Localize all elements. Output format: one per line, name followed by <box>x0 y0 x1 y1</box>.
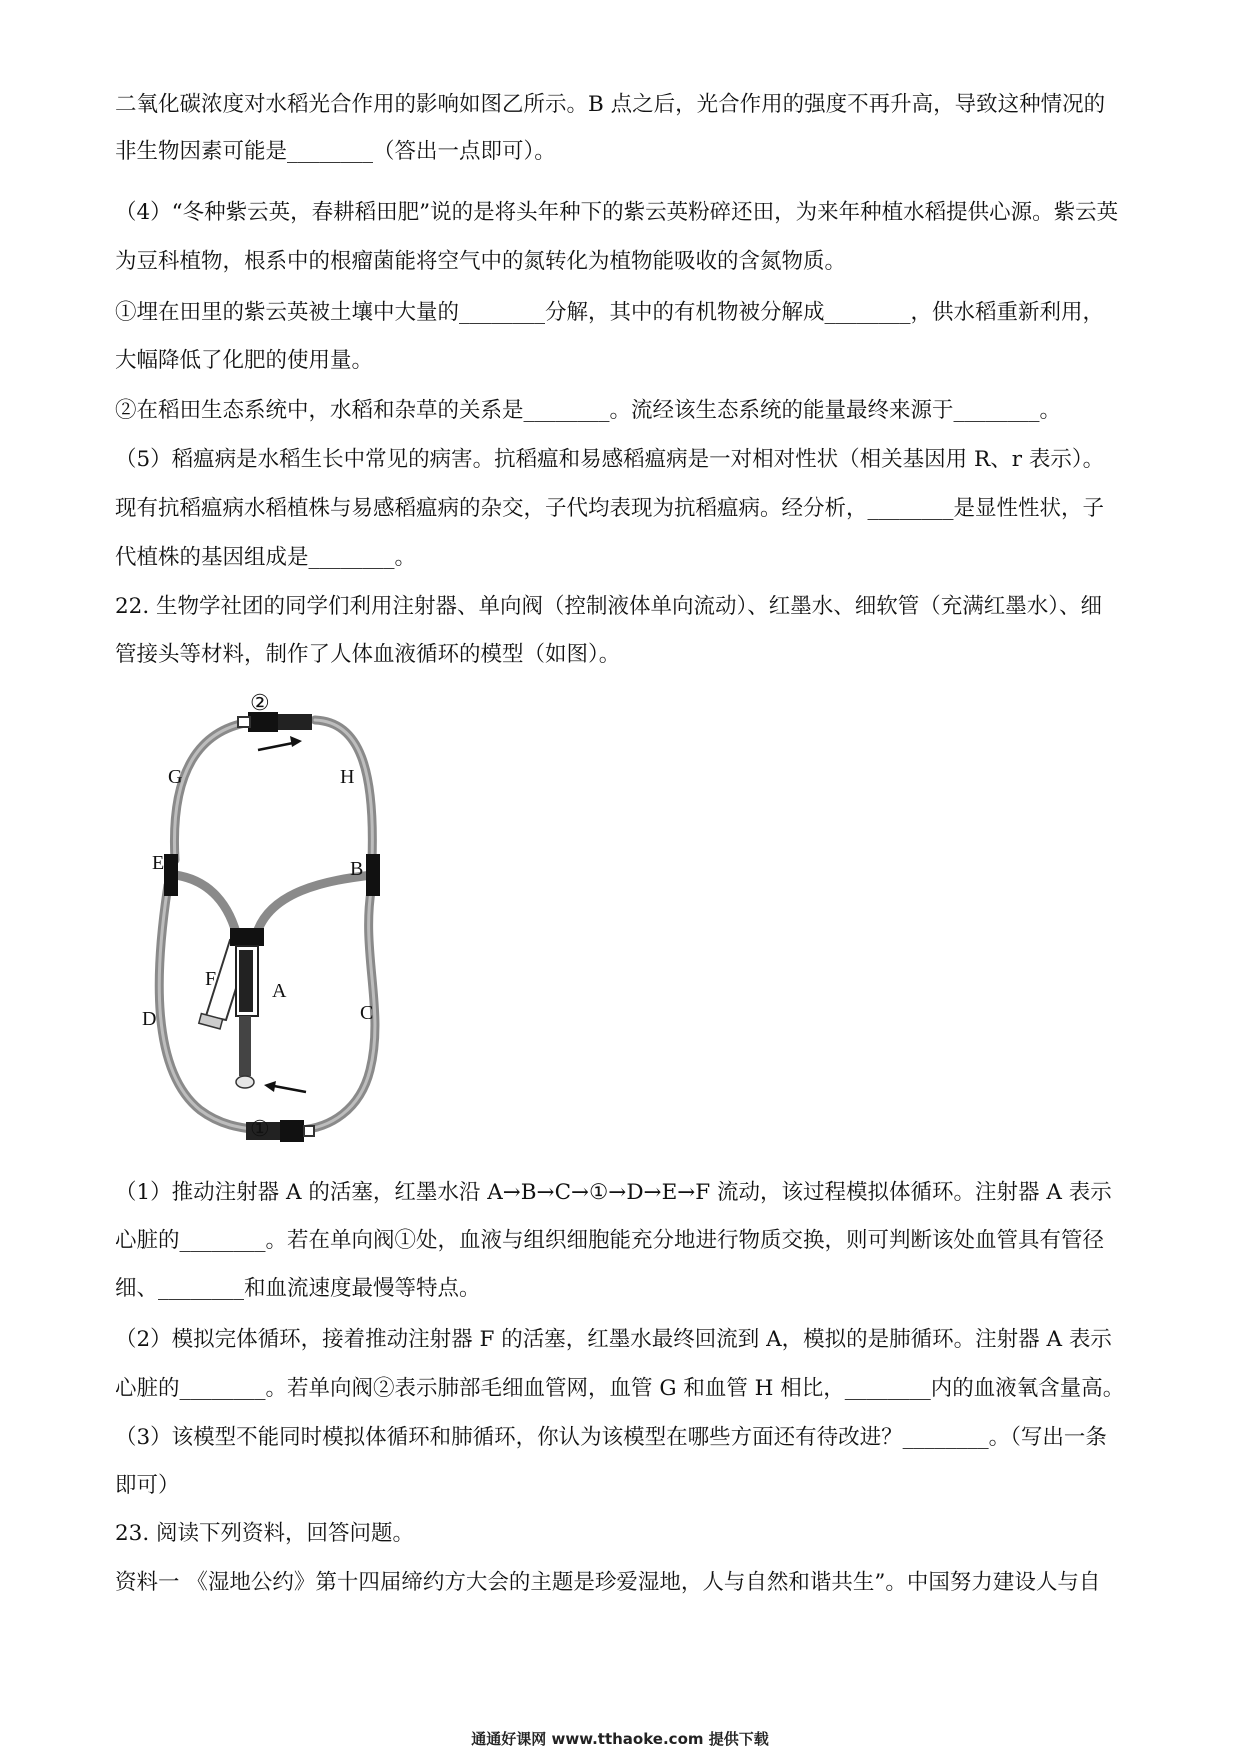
syringe-a <box>230 928 264 1088</box>
page-footer: 通通好课网 www.tthaoke.com 提供下载 <box>471 1730 769 1748</box>
label-c: C <box>360 1002 374 1024</box>
text-line: 非生物因素可能是________（答出一点即可）。 <box>115 139 556 164</box>
label-a: A <box>272 980 287 1002</box>
text-line: 23. 阅读下列资料，回答问题。 <box>115 1521 415 1546</box>
text-line: 22. 生物学社团的同学们利用注射器、单向阀（控制液体单向流动）、红墨水、细软管（充满红墨水）、细 <box>115 594 1103 619</box>
tube-h <box>315 720 372 860</box>
circulation-model-figure <box>140 690 410 1150</box>
text-line: ②在稻田生态系统中，水稻和杂草的关系是________。流经该生态系统的能量最终来源于________。 <box>115 398 1062 423</box>
text-line: 资料一 《湿地公约》第十四届缔约方大会的主题是珍爱湿地，人与自然和谐共生”。中国努力建设人与自 <box>115 1570 1101 1595</box>
joint-b <box>366 854 380 896</box>
flow-arrow-top <box>258 736 302 750</box>
label-valve-2: ② <box>250 690 270 715</box>
text-line: 心脏的________。若在单向阀①处，血液与组织细胞能充分地进行物质交换，则可判断该处血管具有管径 <box>115 1228 1105 1253</box>
tube-inner-left <box>175 875 238 940</box>
label-valve-1: ① <box>250 1116 270 1141</box>
text-line: （5）稻瘟病是水稻生长中常见的病害。抗稻瘟和易感稻瘟病是一对相对性状（相关基因用 R、r 表示）。 <box>115 447 1105 472</box>
text-line: ①埋在田里的紫云英被土壤中大量的________分解，其中的有机物被分解成________，供水稻重新利用， <box>115 300 1105 325</box>
text-line: 即可） <box>115 1473 180 1498</box>
flow-arrow-bottom <box>264 1081 306 1092</box>
label-h: H <box>340 766 355 788</box>
text-line: 心脏的________。若单向阀②表示肺部毛细血管网，血管 G 和血管 H 相比，________内的血液氧含量高。 <box>115 1376 1125 1401</box>
label-b: B <box>350 858 364 880</box>
tube-inner-right <box>255 875 372 940</box>
text-line: 二氧化碳浓度对水稻光合作用的影响如图乙所示。B 点之后，光合作用的强度不再升高，导致这种情况的 <box>115 92 1106 117</box>
label-f: F <box>205 968 217 990</box>
text-line: 为豆科植物，根系中的根瘤菌能将空气中的氮转化为植物能吸收的含氮物质。 <box>115 249 847 274</box>
text-line: （3）该模型不能同时模拟体循环和肺循环，你认为该模型在哪些方面还有待改进？________。（写出一条 <box>115 1425 1107 1450</box>
text-line: 大幅降低了化肥的使用量。 <box>115 348 374 373</box>
label-d: D <box>142 1008 157 1030</box>
label-e: E <box>152 852 165 874</box>
text-line: （2）模拟完体循环，接着推动注射器 F 的活塞，红墨水最终回流到 A，模拟的是肺循环。注射器 A 表示 <box>115 1327 1112 1352</box>
text-line: （4）“冬种紫云英，春耕稻田肥”说的是将头年种下的紫云英粉碎还田，为来年种植水稻提供心源。紫云英 <box>115 200 1119 225</box>
text-line: 代植株的基因组成是________。 <box>115 545 417 570</box>
text-line: 管接头等材料，制作了人体血液循环的模型（如图）。 <box>115 642 621 667</box>
joint-e <box>164 854 178 896</box>
label-g: G <box>168 766 183 788</box>
text-line: （1）推动注射器 A 的活塞，红墨水沿 A→B→C→①→D→E→F 流动，该过程模拟体循环。注射器 A 表示 <box>115 1180 1112 1205</box>
text-line: 现有抗稻瘟病水稻植株与易感稻瘟病的杂交，子代均表现为抗稻瘟病。经分析，________是显性性状，子 <box>115 496 1105 521</box>
tube-g <box>174 722 250 860</box>
text-line: 细、________和血流速度最慢等特点。 <box>115 1276 481 1301</box>
